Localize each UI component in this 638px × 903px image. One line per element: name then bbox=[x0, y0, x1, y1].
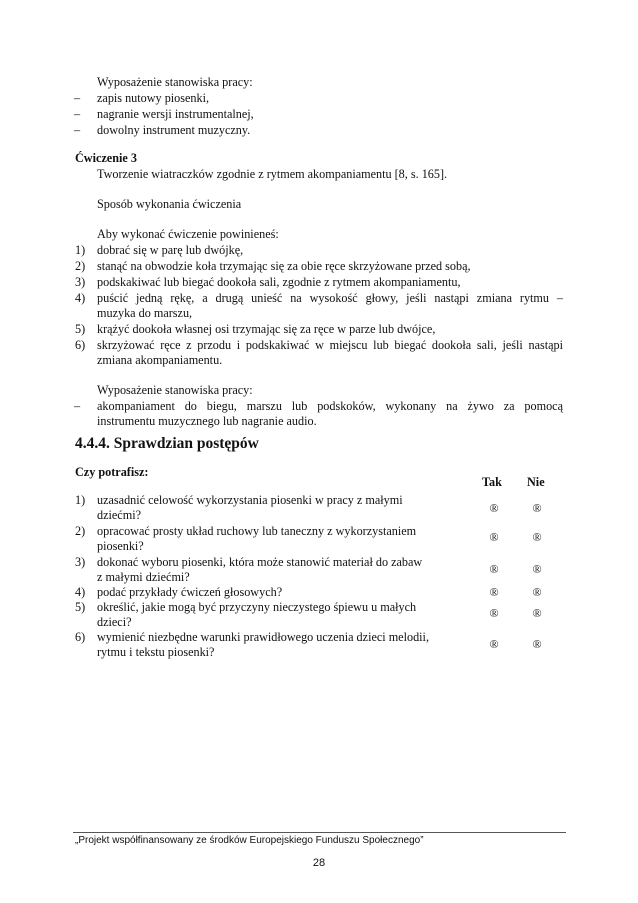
no-checkbox[interactable]: ® bbox=[532, 530, 542, 544]
step-text: podskakiwać lub biegać dookoła sali, zgodnie z rytmem akompaniamentu, bbox=[97, 275, 461, 289]
exercise-description: Tworzenie wiatraczków zgodnie z rytmem akompaniamentu [8, s. 165]. bbox=[97, 167, 448, 181]
equipment-title: Wyposażenie stanowiska pracy: bbox=[97, 383, 253, 397]
yes-checkbox[interactable]: ® bbox=[489, 585, 499, 599]
item-text: opracować prosty układ ruchowy lub taneczny z wykorzystaniem bbox=[97, 524, 417, 538]
step-number: 3) bbox=[75, 275, 86, 289]
no-checkbox[interactable]: ® bbox=[532, 562, 542, 576]
item-text: określić, jakie mogą być przyczyny nieczystego śpiewu u małych bbox=[97, 600, 417, 614]
question-label: Czy potrafisz: bbox=[75, 465, 149, 479]
item-text: dziećmi? bbox=[97, 508, 141, 522]
item-number: 1) bbox=[75, 493, 86, 507]
step-text: dobrać się w parę lub dwójkę, bbox=[97, 243, 244, 257]
step-text: krążyć dookoła własnej osi trzymając się za ręce w parze lub dwójce, bbox=[97, 322, 436, 336]
item-text: z małymi dziećmi? bbox=[97, 570, 190, 584]
step-number: 1) bbox=[75, 243, 86, 257]
steps-intro: Aby wykonać ćwiczenie powinieneś: bbox=[97, 227, 279, 241]
item-text: dokonać wyboru piosenki, która może stanowić materiał do zabaw bbox=[97, 555, 423, 569]
list-item: nagranie wersji instrumentalnej, bbox=[97, 107, 254, 121]
yes-checkbox[interactable]: ® bbox=[489, 606, 499, 620]
footer-divider bbox=[73, 832, 566, 833]
item-text: rytmu i tekstu piosenki? bbox=[97, 645, 215, 659]
item-text: wymienić niezbędne warunki prawidłowego uczenia dzieci melodii, bbox=[97, 630, 429, 644]
exercise-heading: Ćwiczenie 3 bbox=[75, 151, 137, 165]
page-number: 28 bbox=[312, 857, 326, 869]
yes-checkbox[interactable]: ® bbox=[489, 562, 499, 576]
step-text: skrzyżować ręce z przodu i podskakiwać w miejscu lub biegać dookoła sali, jeśli nastąpi bbox=[97, 338, 563, 352]
step-text: puścić jedną rękę, a drugą unieść na wysokość głowy, jeśli nastąpi zmiana rytmu – bbox=[97, 291, 563, 305]
equipment-title: Wyposażenie stanowiska pracy: bbox=[97, 75, 253, 89]
yes-checkbox[interactable]: ® bbox=[489, 501, 499, 515]
no-checkbox[interactable]: ® bbox=[532, 585, 542, 599]
list-dash: – bbox=[74, 91, 81, 105]
step-text: muzyka do marszu, bbox=[97, 306, 193, 320]
section-heading: 4.4.4. Sprawdzian postępów bbox=[75, 435, 259, 452]
step-number: 4) bbox=[75, 291, 86, 305]
item-text: dzieci? bbox=[97, 615, 132, 629]
list-item: instrumentu muzycznego lub nagranie audio. bbox=[97, 414, 317, 428]
item-number: 4) bbox=[75, 585, 86, 599]
item-text: piosenki? bbox=[97, 539, 144, 553]
item-number: 6) bbox=[75, 630, 86, 644]
step-number: 6) bbox=[75, 338, 86, 352]
step-text: stanąć na obwodzie koła trzymając się za obie ręce skrzyżowane przed sobą, bbox=[97, 259, 471, 273]
yes-checkbox[interactable]: ® bbox=[489, 530, 499, 544]
step-text: zmiana akompaniamentu. bbox=[97, 353, 223, 367]
yes-checkbox[interactable]: ® bbox=[489, 637, 499, 651]
list-dash: – bbox=[74, 107, 81, 121]
no-checkbox[interactable]: ® bbox=[532, 501, 542, 515]
column-header-no: Nie bbox=[527, 475, 545, 489]
footer-text: „Projekt współfinansowany ze środków Europejskiego Funduszu Społecznego” bbox=[75, 835, 424, 846]
list-item: zapis nutowy piosenki, bbox=[97, 91, 210, 105]
step-number: 5) bbox=[75, 322, 86, 336]
item-number: 3) bbox=[75, 555, 86, 569]
list-item: dowolny instrument muzyczny. bbox=[97, 123, 251, 137]
step-number: 2) bbox=[75, 259, 86, 273]
item-number: 5) bbox=[75, 600, 86, 614]
list-item: akompaniament do biegu, marszu lub podskoków, wykonany na żywo za pomocą bbox=[97, 399, 563, 413]
item-text: podać przykłady ćwiczeń głosowych? bbox=[97, 585, 283, 599]
no-checkbox[interactable]: ® bbox=[532, 606, 542, 620]
item-number: 2) bbox=[75, 524, 86, 538]
item-text: uzasadnić celowość wykorzystania piosenki w pracy z małymi bbox=[97, 493, 403, 507]
method-title: Sposób wykonania ćwiczenia bbox=[97, 197, 242, 211]
list-dash: – bbox=[74, 123, 81, 137]
column-header-yes: Tak bbox=[482, 475, 502, 489]
no-checkbox[interactable]: ® bbox=[532, 637, 542, 651]
list-dash: – bbox=[74, 399, 81, 413]
